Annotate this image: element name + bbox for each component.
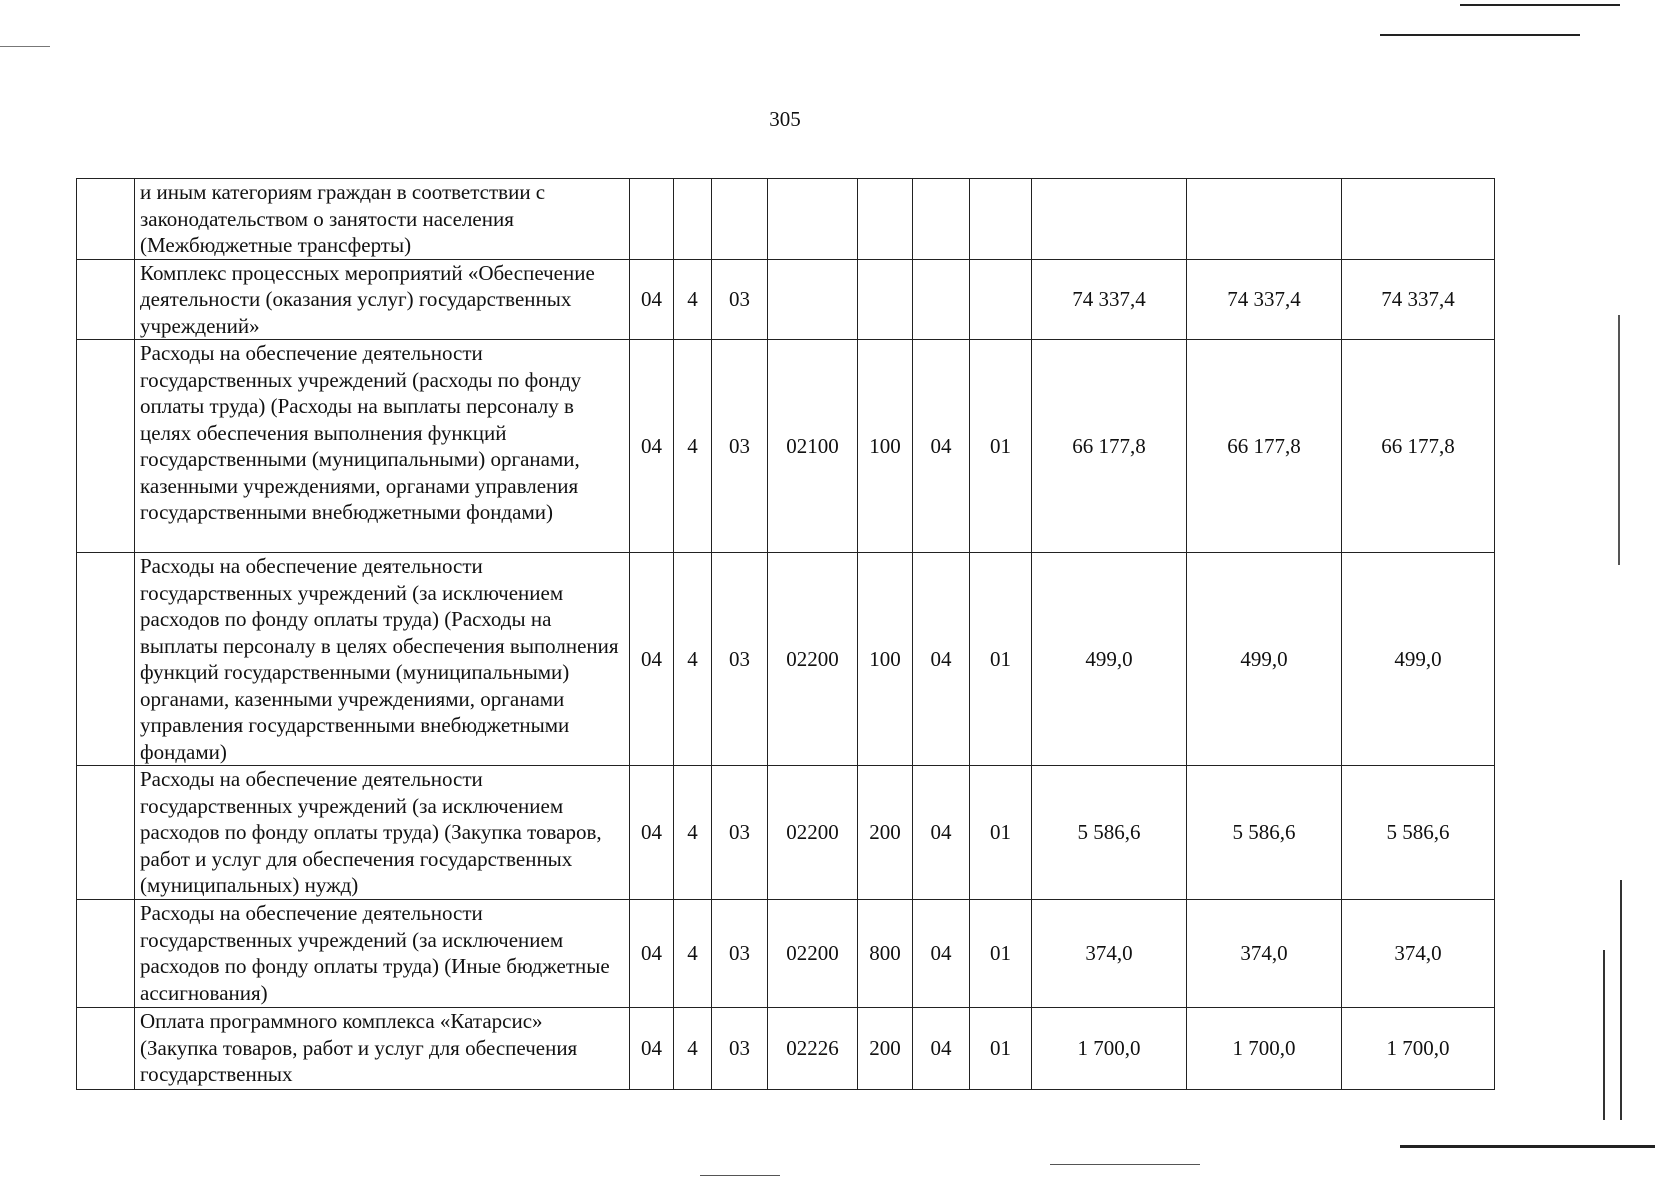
code-cell: 04	[630, 900, 674, 1008]
code-cell	[858, 179, 913, 260]
code-cell: 01	[970, 766, 1032, 900]
code-cell: 04	[913, 766, 970, 900]
code-cell: 4	[674, 766, 712, 900]
scan-artifact-line	[1618, 315, 1620, 565]
table-row	[77, 553, 1495, 766]
description-cell: Расходы на обеспечение деятельности государственных учреждений (за исключением расходов по фонду оплаты труда) (Закупка товаров, работ и услуг для обеспечения государственных (муниципальных) нужд)	[135, 766, 630, 900]
code-cell: 03	[712, 900, 768, 1008]
row-number-cell	[77, 766, 135, 900]
amount-cell: 66 177,8	[1342, 340, 1495, 553]
code-cell	[913, 259, 970, 340]
table-row	[77, 259, 1495, 340]
amount-cell: 499,0	[1342, 553, 1495, 766]
page-number: 305	[769, 107, 801, 131]
code-cell: 04	[630, 553, 674, 766]
scan-artifact-line	[1380, 34, 1580, 36]
code-cell: 02200	[768, 900, 858, 1008]
code-cell: 01	[970, 553, 1032, 766]
scan-artifact-line	[1400, 1145, 1655, 1148]
table-row	[77, 1008, 1495, 1090]
code-cell: 03	[712, 340, 768, 553]
amount-cell: 499,0	[1187, 553, 1342, 766]
code-cell	[630, 179, 674, 260]
scan-artifact-line	[1050, 1164, 1200, 1165]
code-cell: 03	[712, 259, 768, 340]
scan-artifact-line	[0, 46, 50, 47]
code-cell: 4	[674, 259, 712, 340]
amount-cell: 374,0	[1342, 900, 1495, 1008]
code-cell: 4	[674, 900, 712, 1008]
description-cell: Расходы на обеспечение деятельности государственных учреждений (за исключением расходов по фонду оплаты труда) (Расходы на выплаты персоналу в целях обеспечения выполнения функций государственными (муниципальными) органами, казенными учреждениями, органами управления государственными внебюджетными фондами)	[135, 553, 630, 766]
code-cell: 4	[674, 340, 712, 553]
code-cell	[970, 259, 1032, 340]
scan-artifact-line	[700, 1175, 780, 1176]
code-cell	[674, 179, 712, 260]
code-cell: 01	[970, 1008, 1032, 1090]
table-row	[77, 900, 1495, 1008]
amount-cell	[1342, 179, 1495, 260]
description-cell: и иным категориям граждан в соответствии с законодательством о занятости населения (Межбюджетные трансферты)	[135, 179, 630, 260]
code-cell	[768, 179, 858, 260]
amount-cell: 1 700,0	[1187, 1008, 1342, 1090]
scan-artifact-line	[1603, 950, 1605, 1120]
scan-artifact-line	[1460, 4, 1620, 6]
code-cell: 02100	[768, 340, 858, 553]
amount-cell: 74 337,4	[1032, 259, 1187, 340]
code-cell: 04	[913, 553, 970, 766]
code-cell: 01	[970, 900, 1032, 1008]
code-cell: 04	[913, 900, 970, 1008]
code-cell: 04	[630, 766, 674, 900]
row-number-cell	[77, 259, 135, 340]
amount-cell	[1032, 179, 1187, 260]
code-cell: 03	[712, 553, 768, 766]
code-cell: 200	[858, 766, 913, 900]
code-cell: 800	[858, 900, 913, 1008]
table-row	[77, 179, 1495, 260]
code-cell: 03	[712, 766, 768, 900]
code-cell: 100	[858, 340, 913, 553]
table-row	[77, 766, 1495, 900]
description-cell: Расходы на обеспечение деятельности государственных учреждений (за исключением расходов по фонду оплаты труда) (Иные бюджетные ассигнования)	[135, 900, 630, 1008]
amount-cell: 74 337,4	[1342, 259, 1495, 340]
code-cell: 100	[858, 553, 913, 766]
amount-cell: 1 700,0	[1342, 1008, 1495, 1090]
code-cell: 4	[674, 553, 712, 766]
budget-table	[76, 178, 1495, 1090]
amount-cell	[1187, 179, 1342, 260]
amount-cell: 499,0	[1032, 553, 1187, 766]
amount-cell: 374,0	[1032, 900, 1187, 1008]
amount-cell: 1 700,0	[1032, 1008, 1187, 1090]
amount-cell: 374,0	[1187, 900, 1342, 1008]
code-cell: 03	[712, 1008, 768, 1090]
code-cell: 200	[858, 1008, 913, 1090]
code-cell	[712, 179, 768, 260]
code-cell: 01	[970, 340, 1032, 553]
code-cell: 04	[630, 1008, 674, 1090]
row-number-cell	[77, 553, 135, 766]
code-cell	[768, 259, 858, 340]
scan-artifact-line	[1620, 880, 1622, 1120]
code-cell: 02200	[768, 553, 858, 766]
description-cell: Оплата программного комплекса «Катарсис» (Закупка товаров, работ и услуг для обеспечения государственных	[135, 1008, 630, 1090]
code-cell: 02200	[768, 766, 858, 900]
code-cell	[970, 179, 1032, 260]
row-number-cell	[77, 900, 135, 1008]
row-number-cell	[77, 179, 135, 260]
code-cell: 04	[630, 259, 674, 340]
amount-cell: 66 177,8	[1032, 340, 1187, 553]
description-cell: Расходы на обеспечение деятельности государственных учреждений (расходы по фонду оплаты труда) (Расходы на выплаты персоналу в целях обеспечения выполнения функций государственными (муниципальными) органами, казенными учреждениями, органами управления государственными внебюджетными фондами)	[135, 340, 630, 553]
amount-cell: 5 586,6	[1187, 766, 1342, 900]
code-cell: 04	[630, 340, 674, 553]
amount-cell: 5 586,6	[1342, 766, 1495, 900]
row-number-cell	[77, 340, 135, 553]
code-cell	[858, 259, 913, 340]
code-cell: 04	[913, 1008, 970, 1090]
row-number-cell	[77, 1008, 135, 1090]
description-cell: Комплекс процессных мероприятий «Обеспечение деятельности (оказания услуг) государственных учреждений»	[135, 259, 630, 340]
code-cell	[913, 179, 970, 260]
code-cell: 04	[913, 340, 970, 553]
code-cell: 4	[674, 1008, 712, 1090]
amount-cell: 66 177,8	[1187, 340, 1342, 553]
amount-cell: 5 586,6	[1032, 766, 1187, 900]
table-row	[77, 340, 1495, 553]
code-cell: 02226	[768, 1008, 858, 1090]
amount-cell: 74 337,4	[1187, 259, 1342, 340]
